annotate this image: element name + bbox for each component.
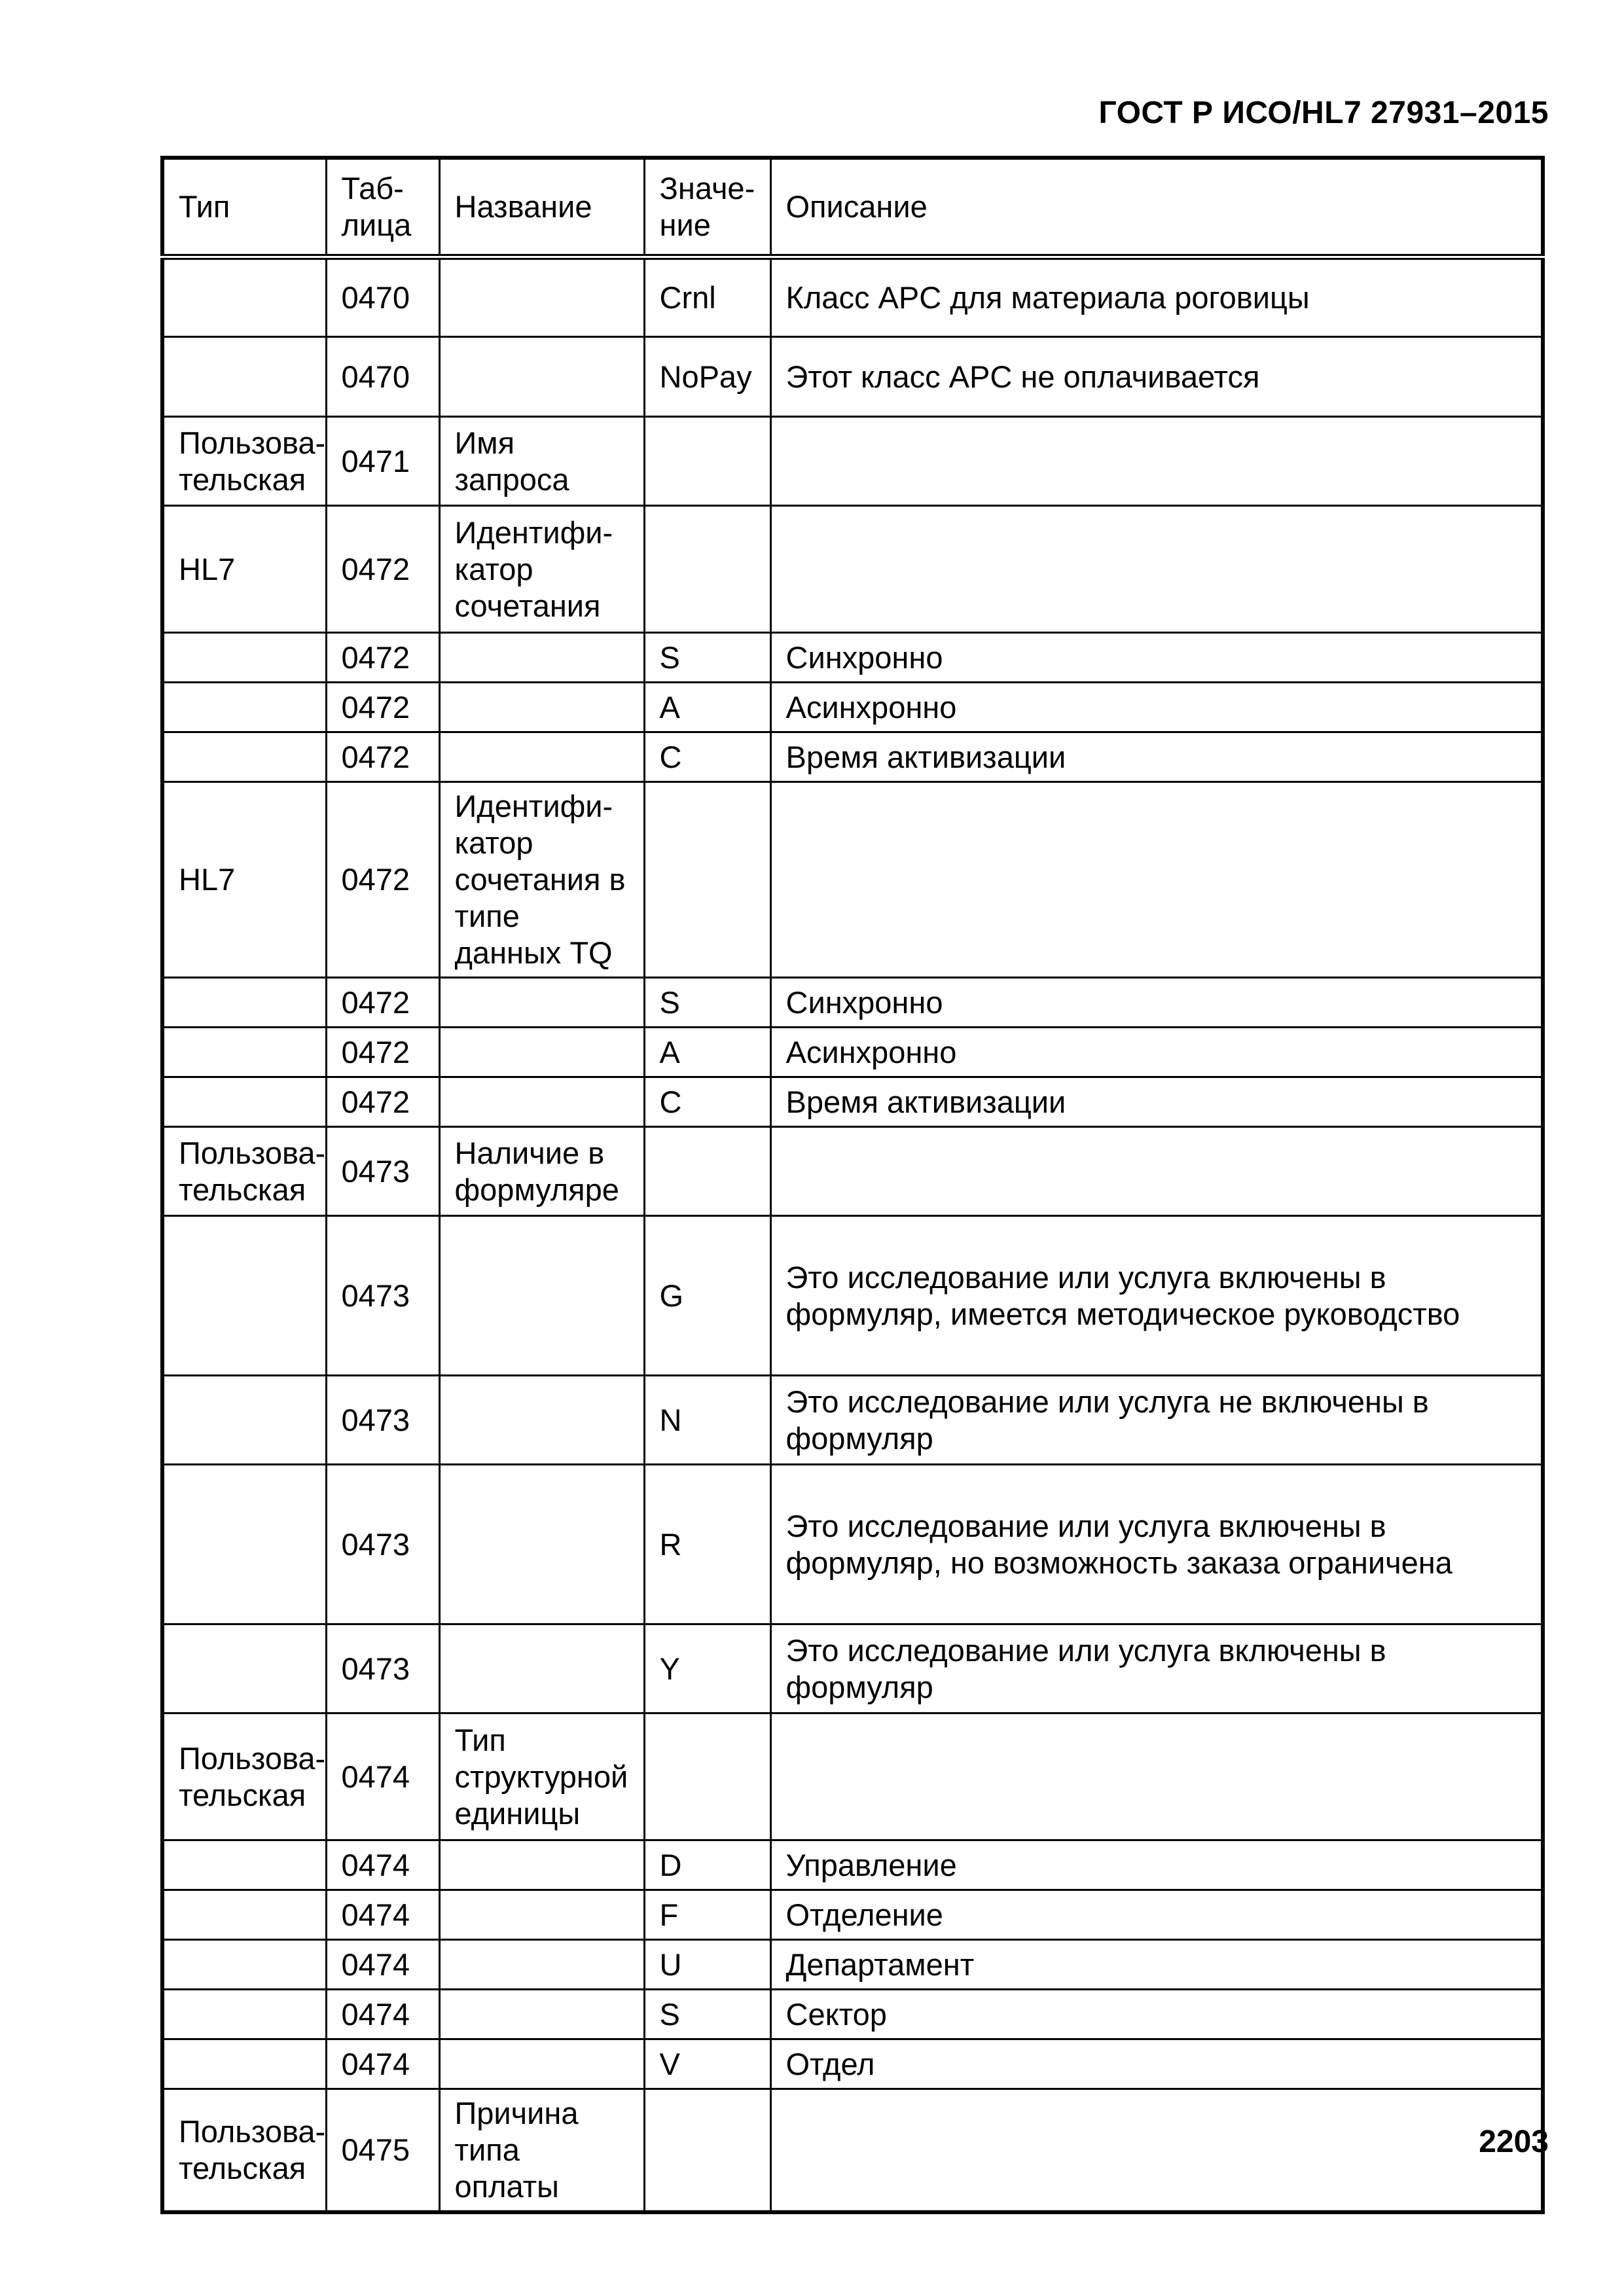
table-id-cell: 0470: [326, 337, 439, 417]
value-cell: [644, 2089, 770, 2213]
desc-cell: Это исследование или услуга не включены в формуляр: [770, 1376, 1543, 1465]
value-cell: [644, 506, 770, 633]
table-id-cell: 0473: [326, 1624, 439, 1713]
type-cell: Пользова- тельская: [162, 1713, 326, 1840]
desc-cell: Отделение: [770, 1890, 1543, 1940]
code-table: [160, 156, 1545, 2214]
name-cell: [439, 1624, 644, 1713]
desc-cell: Этот класс APC не оплачивается: [770, 337, 1543, 417]
type-cell: [162, 978, 326, 1028]
name-cell: [439, 732, 644, 782]
table-id-cell: 0473: [326, 1465, 439, 1624]
type-cell: HL7: [162, 782, 326, 978]
value-cell: F: [644, 1890, 770, 1940]
name-cell: [439, 1840, 644, 1890]
table-row: [162, 1890, 1543, 1940]
name-cell: [439, 337, 644, 417]
table-row: [162, 1376, 1543, 1465]
table-id-cell: 0474: [326, 1990, 439, 2039]
value-cell: S: [644, 1990, 770, 2039]
type-cell: [162, 732, 326, 782]
table-row: [162, 732, 1543, 782]
name-cell: [439, 1940, 644, 1990]
type-cell: [162, 257, 326, 337]
name-cell: [439, 2039, 644, 2089]
value-cell: NoPay: [644, 337, 770, 417]
type-cell: [162, 1376, 326, 1465]
name-cell: Идентифи- катор сочетания: [439, 506, 644, 633]
type-cell: [162, 1990, 326, 2039]
table-id-cell: 0472: [326, 506, 439, 633]
table-id-cell: 0472: [326, 978, 439, 1028]
table-id-cell: 0472: [326, 732, 439, 782]
table-row: [162, 1990, 1543, 2039]
value-cell: [644, 1713, 770, 1840]
desc-cell: [770, 1713, 1543, 1840]
table-id-cell: 0470: [326, 257, 439, 337]
header-value: Значе- ние: [644, 158, 770, 257]
type-cell: [162, 1840, 326, 1890]
type-cell: [162, 1465, 326, 1624]
desc-cell: [770, 506, 1543, 633]
table-row: [162, 1216, 1543, 1376]
table-row: [162, 683, 1543, 732]
desc-cell: Управление: [770, 1840, 1543, 1890]
value-cell: [644, 782, 770, 978]
value-cell: D: [644, 1840, 770, 1890]
name-cell: [439, 257, 644, 337]
type-cell: [162, 1624, 326, 1713]
name-cell: Причина типа оплаты: [439, 2089, 644, 2213]
table-row: [162, 1624, 1543, 1713]
name-cell: [439, 1376, 644, 1465]
desc-cell: [770, 2089, 1543, 2213]
name-cell: Тип структурной единицы: [439, 1713, 644, 1840]
value-cell: S: [644, 978, 770, 1028]
table-row: [162, 2089, 1543, 2213]
name-cell: Наличие в формуляре: [439, 1127, 644, 1216]
table-id-cell: 0472: [326, 633, 439, 683]
value-cell: A: [644, 1028, 770, 1077]
name-cell: [439, 1465, 644, 1624]
value-cell: V: [644, 2039, 770, 2089]
table-row: [162, 2039, 1543, 2089]
table-row: [162, 633, 1543, 683]
table-id-cell: 0471: [326, 417, 439, 506]
value-cell: U: [644, 1940, 770, 1990]
name-cell: [439, 1028, 644, 1077]
table-row: [162, 1127, 1543, 1216]
desc-cell: [770, 1127, 1543, 1216]
table-id-cell: 0472: [326, 683, 439, 732]
name-cell: [439, 1216, 644, 1376]
table-id-cell: 0472: [326, 782, 439, 978]
table-row: [162, 978, 1543, 1028]
desc-cell: Асинхронно: [770, 683, 1543, 732]
table-row: [162, 417, 1543, 506]
value-cell: C: [644, 732, 770, 782]
desc-cell: Время активизации: [770, 1077, 1543, 1127]
table-row: [162, 782, 1543, 978]
type-cell: [162, 2039, 326, 2089]
table-row: [162, 257, 1543, 337]
type-cell: [162, 1028, 326, 1077]
desc-cell: [770, 417, 1543, 506]
table-id-cell: 0474: [326, 2039, 439, 2089]
value-cell: N: [644, 1376, 770, 1465]
value-cell: Y: [644, 1624, 770, 1713]
desc-cell: Время активизации: [770, 732, 1543, 782]
desc-cell: Сектор: [770, 1990, 1543, 2039]
type-cell: [162, 1216, 326, 1376]
desc-cell: Асинхронно: [770, 1028, 1543, 1077]
table-row: [162, 1465, 1543, 1624]
value-cell: A: [644, 683, 770, 732]
type-cell: HL7: [162, 506, 326, 633]
desc-cell: Это исследование или услуга включены в формуляр: [770, 1624, 1543, 1713]
name-cell: [439, 683, 644, 732]
desc-cell: [770, 782, 1543, 978]
type-cell: Пользова- тельская: [162, 1127, 326, 1216]
type-cell: [162, 337, 326, 417]
header-name: Название: [439, 158, 644, 257]
table-row: [162, 1940, 1543, 1990]
table-id-cell: 0473: [326, 1216, 439, 1376]
table-id-cell: 0475: [326, 2089, 439, 2213]
table-header-row: [162, 158, 1543, 257]
desc-cell: Отдел: [770, 2039, 1543, 2089]
name-cell: [439, 1990, 644, 2039]
value-cell: S: [644, 633, 770, 683]
table-id-cell: 0474: [326, 1713, 439, 1840]
value-cell: C: [644, 1077, 770, 1127]
table-id-cell: 0474: [326, 1890, 439, 1940]
document-header: ГОСТ Р ИСО/HL7 27931–2015: [1098, 96, 1549, 130]
name-cell: [439, 1890, 644, 1940]
table-row: [162, 1077, 1543, 1127]
value-cell: Crnl: [644, 257, 770, 337]
type-cell: [162, 1077, 326, 1127]
table-id-cell: 0474: [326, 1840, 439, 1890]
value-cell: G: [644, 1216, 770, 1376]
desc-cell: Класс APC для материала роговицы: [770, 257, 1543, 337]
name-cell: [439, 633, 644, 683]
table-row: [162, 1713, 1543, 1840]
name-cell: [439, 1077, 644, 1127]
desc-cell: Это исследование или услуга включены в формуляр, имеется методическое руководство: [770, 1216, 1543, 1376]
value-cell: [644, 417, 770, 506]
desc-cell: Департамент: [770, 1940, 1543, 1990]
type-cell: [162, 1890, 326, 1940]
header-type: Тип: [162, 158, 326, 257]
name-cell: [439, 978, 644, 1028]
name-cell: Идентифи- катор сочетания в типе данных TQ: [439, 782, 644, 978]
header-description: Описание: [770, 158, 1543, 257]
type-cell: [162, 1940, 326, 1990]
table-id-cell: 0473: [326, 1376, 439, 1465]
table-row: [162, 506, 1543, 633]
type-cell: [162, 633, 326, 683]
name-cell: Имя запроса: [439, 417, 644, 506]
table-body: [162, 257, 1543, 2213]
table-row: [162, 337, 1543, 417]
header-table: Таб- лица: [326, 158, 439, 257]
type-cell: Пользова- тельская: [162, 417, 326, 506]
table-id-cell: 0474: [326, 1940, 439, 1990]
type-cell: [162, 683, 326, 732]
table-row: [162, 1028, 1543, 1077]
table-id-cell: 0473: [326, 1127, 439, 1216]
table-row: [162, 1840, 1543, 1890]
type-cell: Пользова- тельская: [162, 2089, 326, 2213]
desc-cell: Синхронно: [770, 633, 1543, 683]
table-id-cell: 0472: [326, 1077, 439, 1127]
value-cell: [644, 1127, 770, 1216]
value-cell: R: [644, 1465, 770, 1624]
page-number: 2203: [1479, 2125, 1549, 2159]
desc-cell: Это исследование или услуга включены в формуляр, но возможность заказа ограничена: [770, 1465, 1543, 1624]
table-id-cell: 0472: [326, 1028, 439, 1077]
desc-cell: Синхронно: [770, 978, 1543, 1028]
